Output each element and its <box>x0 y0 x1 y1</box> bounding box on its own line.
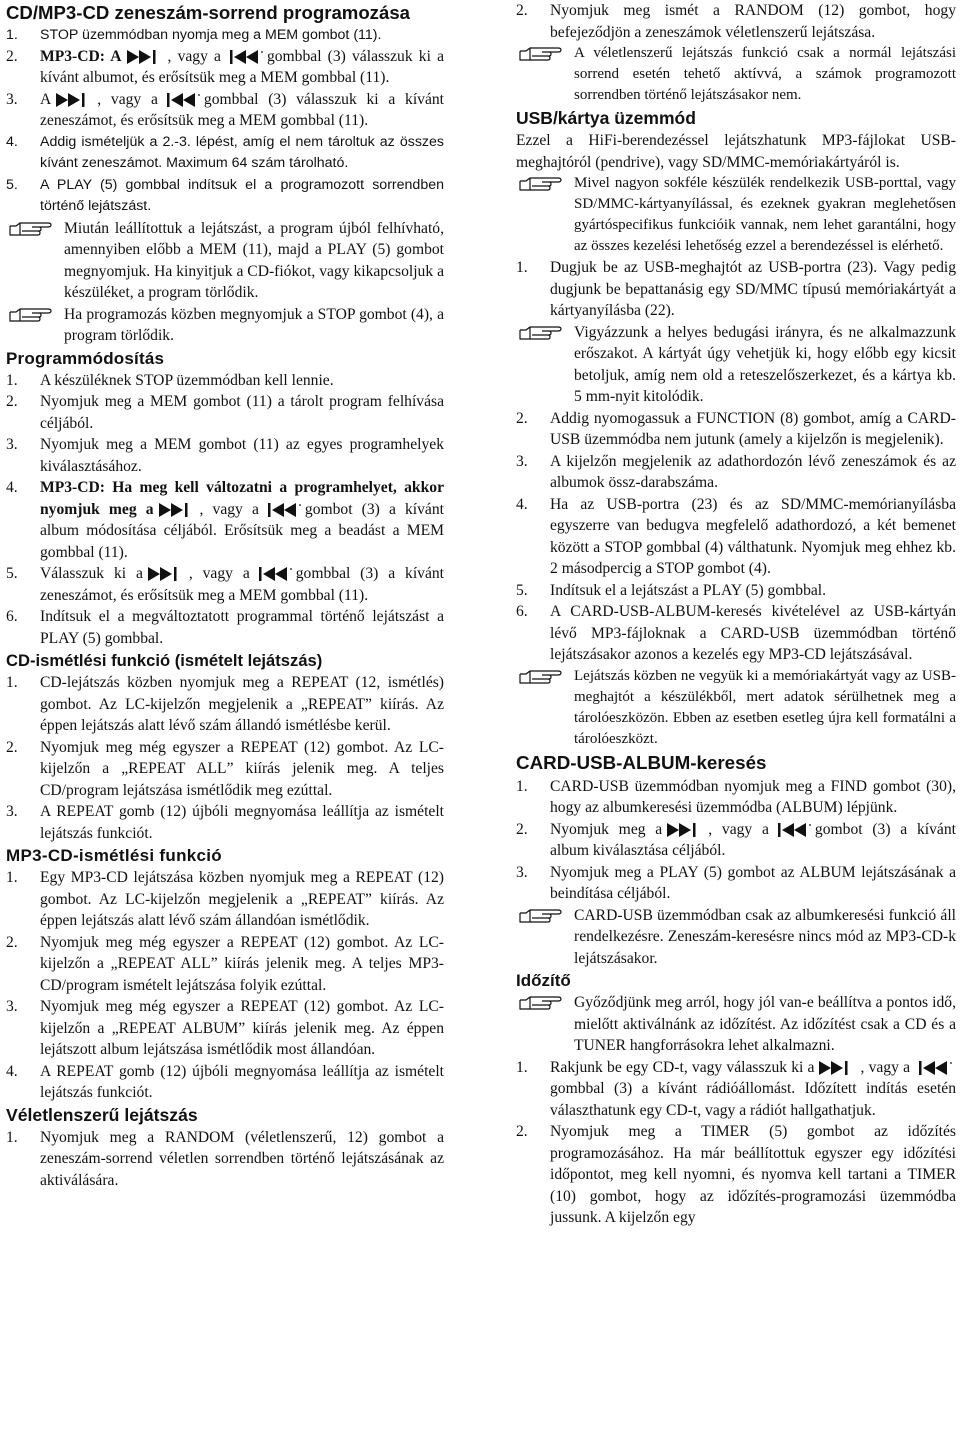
programming-steps-tail <box>6 132 444 218</box>
note-text: Vigyázzunk a helyes bedugási irányra, és ne alkalmazzunk erőszakot. A kártyát úgy vehetjük ki, hogy előbb egy kicsit betoljuk, amíg nem old a reteszelőszerkezet, és a kártya kb. 5 mm-nyit kitolódik. <box>574 323 956 405</box>
step-text: Rakjunk be egy CD-t, vagy válasszuk ki a <box>550 1058 815 1076</box>
step-text: , vagy a <box>708 820 769 838</box>
skip-previous-icon <box>224 49 264 65</box>
skip-next-icon <box>125 49 165 65</box>
step-number: 2. <box>516 1123 528 1140</box>
list-item <box>516 451 956 494</box>
step-number: 5. <box>516 581 528 599</box>
programming-steps-icons <box>6 46 444 132</box>
skip-previous-icon <box>772 822 812 838</box>
list-item <box>6 1127 444 1192</box>
step-number: 2. <box>516 409 528 427</box>
step-text: Indítsuk el a megváltoztatott programmal történő lejátszást a PLAY (5) gombbal. <box>40 608 444 647</box>
usb-step-1 <box>516 257 956 322</box>
step-text: CARD-USB üzemmódban nyomjuk meg a FIND gombot (30), hogy az albumkeresési üzemmódba (ALBUM) lépjünk. <box>550 777 956 816</box>
note <box>516 43 956 106</box>
step-text: gombbal (3) a kívánt zeneszámot, és erősítsük meg a MEM gombbal (11). <box>40 565 444 604</box>
skip-next-icon <box>817 1060 857 1076</box>
step-text: A készüléknek STOP üzemmódban kell lennie. <box>40 371 334 389</box>
list-item <box>516 257 956 322</box>
list-item <box>516 580 956 602</box>
step-number: 2. <box>516 820 528 838</box>
modify-steps <box>6 370 444 650</box>
step-number: 5. <box>6 565 18 582</box>
note-text: A véletlenszerű lejátszás funkció csak a normál lejátszási sorrend esetén tehető aktívvá, a számok programozott sorrendben történő lejátszásakor nem. <box>574 45 956 103</box>
list-item <box>6 391 444 434</box>
list-item <box>516 1121 956 1229</box>
list-item <box>6 932 444 997</box>
skip-next-icon <box>54 92 94 108</box>
section-title-random: Véletlenszerű lejátszás <box>6 1104 198 1125</box>
note-text: Mivel nagyon sokféle készülék rendelkezik USB-porttal, vagy SD/MMC-kártyanyílással, és ezeknek gyakran meglehetősen gyártóspecifikus funkcióik vannak, nem lehet garantálni, hogy az összes kezelési lehetőség ezzel a berendezéssel is elérhető. <box>574 175 956 254</box>
step-number: 1. <box>6 371 18 389</box>
step-text: CD-lejátszás közben nyomjuk meg a REPEAT (12, ismétlés) gombot. Az LC-kijelzőn megjelenik a „REPEAT” kiírás. Az éppen lejátszás alatt lévő szám állandó ismétlésbe kerül. <box>40 674 444 734</box>
step-number: 2. <box>6 738 18 756</box>
list-item <box>516 819 956 862</box>
list-item <box>516 1057 956 1122</box>
step-number: 1. <box>516 1058 528 1076</box>
step-text: MP3-CD: A <box>40 47 122 65</box>
pointing-hand-icon <box>518 175 562 193</box>
skip-previous-icon <box>253 566 293 582</box>
list-item <box>6 25 444 46</box>
list-item <box>6 370 444 392</box>
step-number: 4. <box>6 1062 18 1080</box>
list-item <box>516 0 956 43</box>
step-number: 3. <box>6 436 18 453</box>
step-text: gombbal (3) válasszuk ki a kívánt zeneszámot, és erősítsük meg a MEM gombbal (11). <box>40 90 444 129</box>
list-item <box>6 996 444 1061</box>
step-text: , vagy a <box>188 565 250 582</box>
step-number: 2. <box>6 393 18 410</box>
section-title-mp3-repeat: MP3-CD-ismétlési funkció <box>6 846 222 865</box>
skip-next-icon <box>665 822 705 838</box>
usb-steps <box>516 408 956 666</box>
step-text: Nyomjuk meg a MEM gombot (11) a tárolt program felhívása céljából. <box>40 393 444 432</box>
note-text: CARD-USB üzemmódban csak az albumkeresési funkció áll rendelkezésre. Zeneszám-keresésre nincs mód az MP3-CD-k lejátszásakor. <box>574 906 956 967</box>
left-column <box>6 0 444 1191</box>
step-number: 3. <box>6 803 18 820</box>
list-item <box>6 563 444 606</box>
timer-steps <box>516 1057 956 1229</box>
step-number: 3. <box>6 90 18 108</box>
cd-repeat-steps <box>6 672 444 844</box>
step-text: , vagy a <box>199 500 259 518</box>
note <box>516 992 956 1057</box>
step-number: 4. <box>516 495 528 513</box>
section-title-program-modify: Programmódosítás <box>6 348 165 368</box>
step-number: 2. <box>6 47 18 65</box>
programming-steps <box>6 25 444 46</box>
step-number: 1. <box>6 1128 18 1146</box>
step-number: 2. <box>516 2 528 19</box>
section-title-cd-programming: CD/MP3-CD zeneszám-sorrend programozása <box>6 2 410 23</box>
step-text: gombot (3) a kívánt album módosítása céljából. Erősítsük meg a beadást a MEM gombbal (11). <box>40 500 444 561</box>
step-text: Válasszuk ki a <box>40 565 143 582</box>
step-text: A kijelzőn megjelenik az adathordozón lévő zeneszámok és az albumok össz-darabszáma. <box>550 452 956 491</box>
step-number: 1. <box>6 674 18 691</box>
step-text: Nyomjuk meg a TIMER (5) gombot az időzítés programozásához. Ha már beállítottuk egyszer egy időzítési időpontot, meg kell nyomni, és nyomva kell tartani a TIMER (10) gombot, hogy az időzítés-programozási üzemmódba jussunk. A kijelzőn egy <box>550 1123 956 1226</box>
step-text: Nyomjuk meg a <box>550 820 663 838</box>
list-item <box>6 434 444 477</box>
step-number: 1. <box>6 27 18 43</box>
list-item <box>6 132 444 175</box>
step-text: Nyomjuk meg ismét a RANDOM (12) gombot, hogy befejeződjön a zeneszámok véletlenszerű lejátszása. <box>550 2 956 41</box>
section-title-timer: Időzítő <box>516 971 571 990</box>
step-number: 1. <box>516 259 528 276</box>
step-number: 1. <box>6 869 18 886</box>
note-text: Győződjünk meg arról, hogy jól van-e beállítva a pontos idő, mielőtt aktiválnánk az időzítést. Az időzítést csak a CD és a TUNER hangforrásokra lehet alkalmazni. <box>574 994 956 1054</box>
list-item <box>516 862 956 905</box>
step-text: A REPEAT gomb (12) újbóli megnyomása leállítja az ismételt lejátszás funkciót. <box>40 1062 444 1101</box>
step-text: A <box>40 90 52 108</box>
step-text: gombbal (3) a kívánt rádióállomást. Időzített indítás esetén választhatunk egy CD-t, vagy a rádiót hallgathatjuk. <box>550 1080 956 1119</box>
step-number: 6. <box>6 608 18 625</box>
step-number: 4. <box>6 479 18 496</box>
skip-previous-icon <box>161 92 201 108</box>
skip-previous-icon <box>913 1060 953 1076</box>
list-item <box>516 601 956 666</box>
step-text: , vagy a <box>860 1058 910 1076</box>
list-item <box>516 408 956 451</box>
step-text: Nyomjuk meg a MEM gombot (11) az egyes programhelyek kiválasztásához. <box>40 436 444 475</box>
note <box>516 905 956 970</box>
skip-previous-icon <box>262 502 302 518</box>
pointing-hand-icon <box>8 306 52 324</box>
step-text: Indítsuk el a lejátszást a PLAY (5) gombbal. <box>550 581 827 599</box>
step-text: A CARD-USB-ALBUM-keresés kivételével az USB-kártyán lévő MP3-fájloknak a CARD-USB üzemmódban történő lejátszásakor azonos a kezelés egy MP3-CD lejátszásával. <box>550 603 956 663</box>
skip-next-icon <box>146 566 186 582</box>
note-text: Ha programozás közben megnyomjuk a STOP gombot (4), a program törlődik. <box>64 305 444 344</box>
list-item <box>6 606 444 649</box>
step-text: MP3-CD: Ha meg kell változatni a programhelyet, akkor nyomjuk meg a <box>40 479 444 518</box>
list-item <box>6 175 444 218</box>
right-column <box>516 0 956 1229</box>
note <box>6 218 444 304</box>
list-item <box>516 776 956 819</box>
note <box>516 322 956 408</box>
note <box>516 666 956 750</box>
step-text: A REPEAT gomb (12) újbóli megnyomása leállítja az ismételt lejátszás funkciót. <box>40 803 444 842</box>
step-number: 4. <box>6 133 18 150</box>
pointing-hand-icon <box>518 45 562 63</box>
list-item <box>6 737 444 802</box>
list-item <box>516 494 956 580</box>
step-text: STOP üzemmódban nyomja meg a MEM gombot (11). <box>40 27 382 43</box>
note-text: Miután leállítottuk a lejátszást, a program újból felhívható, amennyiben előbb a MEM (11), majd a PLAY (5) gombot megnyomjuk. Ha kinyitjuk a CD-fiókot, vagy kikapcsoljuk a készüléket, a program törlődik. <box>64 219 444 301</box>
list-item <box>6 672 444 737</box>
random-steps-cont <box>516 0 956 43</box>
step-text: Nyomjuk meg még egyszer a REPEAT (12) gombot. Az LC-kijelzőn a „REPEAT ALBUM” kiírás jelenik meg. Az éppen lejátszott album lejátszása ismétlődik most állandóan. <box>40 998 444 1058</box>
pointing-hand-icon <box>8 220 52 238</box>
step-text: A PLAY (5) gombbal indítsuk el a programozott sorrendben történő lejátszást. <box>40 176 444 214</box>
skip-next-icon <box>157 502 197 518</box>
step-text: , vagy a <box>167 47 221 65</box>
pointing-hand-icon <box>518 324 562 342</box>
step-text: Nyomjuk meg még egyszer a REPEAT (12) gombot. Az LC-kijelzőn a „REPEAT ALL” kiírás jelenik meg. A teljes MP3-CD/program ismételt lejátszása folyik ezúttal. <box>40 933 444 994</box>
list-item <box>6 867 444 932</box>
pointing-hand-icon <box>518 668 562 686</box>
pointing-hand-icon <box>518 994 562 1012</box>
step-text: Dugjuk be az USB-meghajtót az USB-portra (23). Vagy pedig dugjunk be bepattanásig egy SD/MMC típusú memóriakártyát a kártyanyílásba (22). <box>550 259 956 319</box>
step-number: 3. <box>6 998 18 1015</box>
list-item <box>6 46 444 89</box>
random-steps <box>6 1127 444 1192</box>
section-title-cd-repeat: CD-ismétlési funkció (ismételt lejátszás) <box>6 651 323 670</box>
note <box>516 173 956 257</box>
step-text: Addig ismételjük a 2.-3. lépést, amíg el nem tároltuk az összes kívánt zeneszámot. Maximum 64 szám tárolható. <box>40 133 444 171</box>
step-number: 1. <box>516 777 528 795</box>
step-text: Nyomjuk meg még egyszer a REPEAT (12) gombot. Az LC-kijelzőn a „REPEAT ALL” kiírás jelenik meg. A teljes CD/program lejátszása ismétlődik meg ezúttal. <box>40 738 444 799</box>
note <box>6 304 444 347</box>
section-title-usb-card: USB/kártya üzemmód <box>516 108 696 128</box>
section-title-card-album-search: CARD-USB-ALBUM-keresés <box>516 751 767 773</box>
list-item <box>6 801 444 844</box>
step-text: Ha az USB-portra (23) és az SD/MMC-memórianyílásba egyszerre van bedugva megfelelő adathordozó, a két bemenet között a STOP gombbal (4) válthatunk. Nyomjuk meg ehhez kb. 2 másodpercig a STOP gombot (4). <box>550 495 956 577</box>
list-item <box>6 1061 444 1104</box>
list-item <box>6 477 444 563</box>
step-text: Addig nyomogassuk a FUNCTION (8) gombot, amíg a CARD-USB üzemmódba nem jutunk (amely a kijelzőn is megjelenik). <box>550 409 956 448</box>
step-text: gombot (3) a kívánt album kiválasztása céljából. <box>550 820 956 859</box>
step-text: , vagy a <box>97 90 158 108</box>
step-number: 3. <box>516 863 528 881</box>
card-steps <box>516 776 956 905</box>
step-text: Egy MP3-CD lejátszása közben nyomjuk meg a REPEAT (12) gombot. Az LC-kijelzőn megjelenik a „REPEAT” kiírás. Az éppen lejátszás alatt lévő szám állandóan ismétlődik. <box>40 869 444 929</box>
step-text: Nyomjuk meg a PLAY (5) gombot az ALBUM lejátszásának a beindítása céljából. <box>550 863 956 902</box>
mp3-repeat-steps <box>6 867 444 1104</box>
step-number: 2. <box>6 933 18 951</box>
step-number: 6. <box>516 603 528 620</box>
note-text: Lejátszás közben ne vegyük ki a memóriakártyát vagy az USB-meghajtót a készülékből, mert adatok sérülhetnek meg a tárolóeszközön. Ebben az esetben esetleg újra kell formatálni a tárolóeszközt. <box>574 667 956 747</box>
step-number: 5. <box>6 176 18 193</box>
list-item <box>6 89 444 132</box>
step-text: gombbal (3) válasszuk ki a kívánt albumot, és erősítsük meg a MEM gombbal (11). <box>40 47 444 86</box>
step-number: 3. <box>516 452 528 470</box>
pointing-hand-icon <box>518 907 562 925</box>
usb-intro: Ezzel a HiFi-berendezéssel lejátszhatunk MP3-fájlokat USB-meghajtóról (pendrive), vagy SD/MMC-memóriakártyáról is. <box>516 132 956 171</box>
step-text: Nyomjuk meg a RANDOM (véletlenszerű, 12) gombot a zeneszám-sorrend véletlen sorrendben történő lejátszásának az aktiválására. <box>40 1128 444 1189</box>
